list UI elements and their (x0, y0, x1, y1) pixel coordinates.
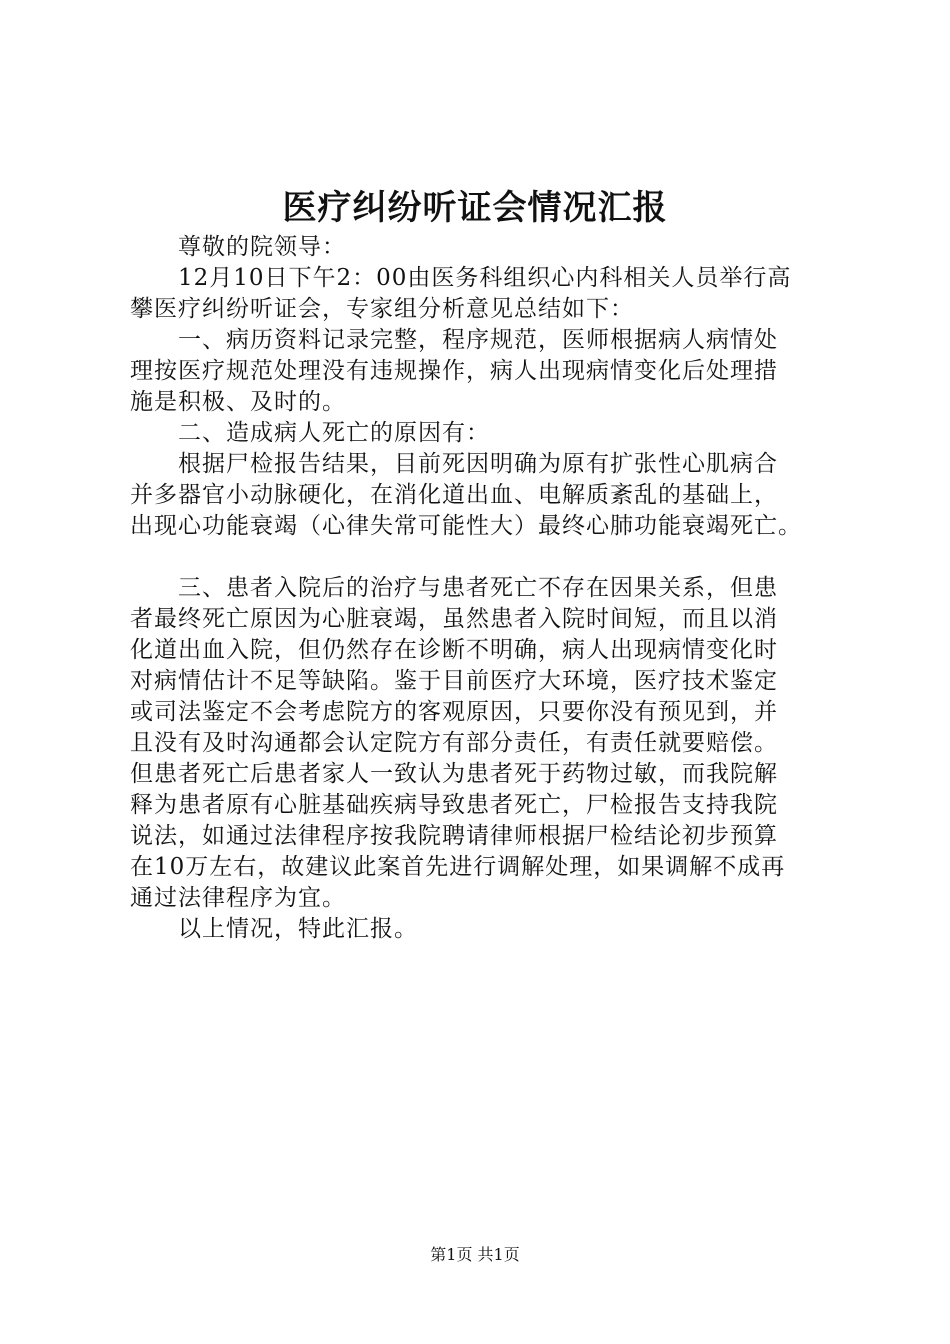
body-line: 对病情估计不足等缺陷。鉴于目前医疗大环境，医疗技术鉴定 (130, 668, 778, 694)
body-line: 释为患者原有心脏基础疾病导致患者死亡，尸检报告支持我院 (130, 792, 778, 818)
body-line: 者最终死亡原因为心脏衰竭，虽然患者入院时间短，而且以消 (130, 606, 778, 632)
page-number: 第1页 共1页 (430, 1245, 520, 1264)
body-line: 通过法律程序为宜。 (130, 885, 346, 911)
body-line: 且没有及时沟通都会认定院方有部分责任，有责任就要赔偿。 (130, 730, 778, 756)
body-line: 出现心功能衰竭（心律失常可能性大）最终心肺功能衰竭死亡。 (130, 513, 802, 539)
body-line: 理按医疗规范处理没有违规操作，病人出现病情变化后处理措 (130, 358, 778, 384)
body-line: 说法，如通过法律程序按我院聘请律师根据尸检结论初步预算 (130, 823, 778, 849)
document-body (130, 232, 842, 945)
body-line: 一、病历资料记录完整，程序规范，医师根据病人病情处 (130, 327, 778, 353)
document-title: 医疗纠纷听证会情况汇报 (282, 188, 668, 228)
body-line: 以上情况，特此汇报。 (130, 916, 418, 942)
blank-line (130, 542, 842, 573)
body-line: 但患者死亡后患者家人一致认为患者死于药物过敏，而我院解 (130, 761, 778, 787)
body-line: 并多器官小动脉硬化，在消化道出血、电解质紊乱的基础上， (130, 482, 778, 508)
body-line: 根据尸检报告结果，目前死因明确为原有扩张性心肌病合 (130, 451, 778, 477)
body-line: 或司法鉴定不会考虑院方的客观原因，只要你没有预见到，并 (130, 699, 778, 725)
body-line: 12月10日下午2：00由医务科组织心内科相关人员举行高 (130, 265, 792, 291)
body-line: 施是积极、及时的。 (130, 389, 346, 415)
body-line: 三、患者入院后的治疗与患者死亡不存在因果关系，但患 (130, 575, 778, 601)
body-line: 攀医疗纠纷听证会，专家组分析意见总结如下： (130, 296, 634, 322)
body-line: 尊敬的院领导： (130, 234, 346, 260)
body-line: 在10万左右，故建议此案首先进行调解处理，如果调解不成再 (130, 854, 786, 880)
body-line: 二、造成病人死亡的原因有： (130, 420, 490, 446)
body-line: 化道出血入院，但仍然存在诊断不明确，病人出现病情变化时 (130, 637, 778, 663)
